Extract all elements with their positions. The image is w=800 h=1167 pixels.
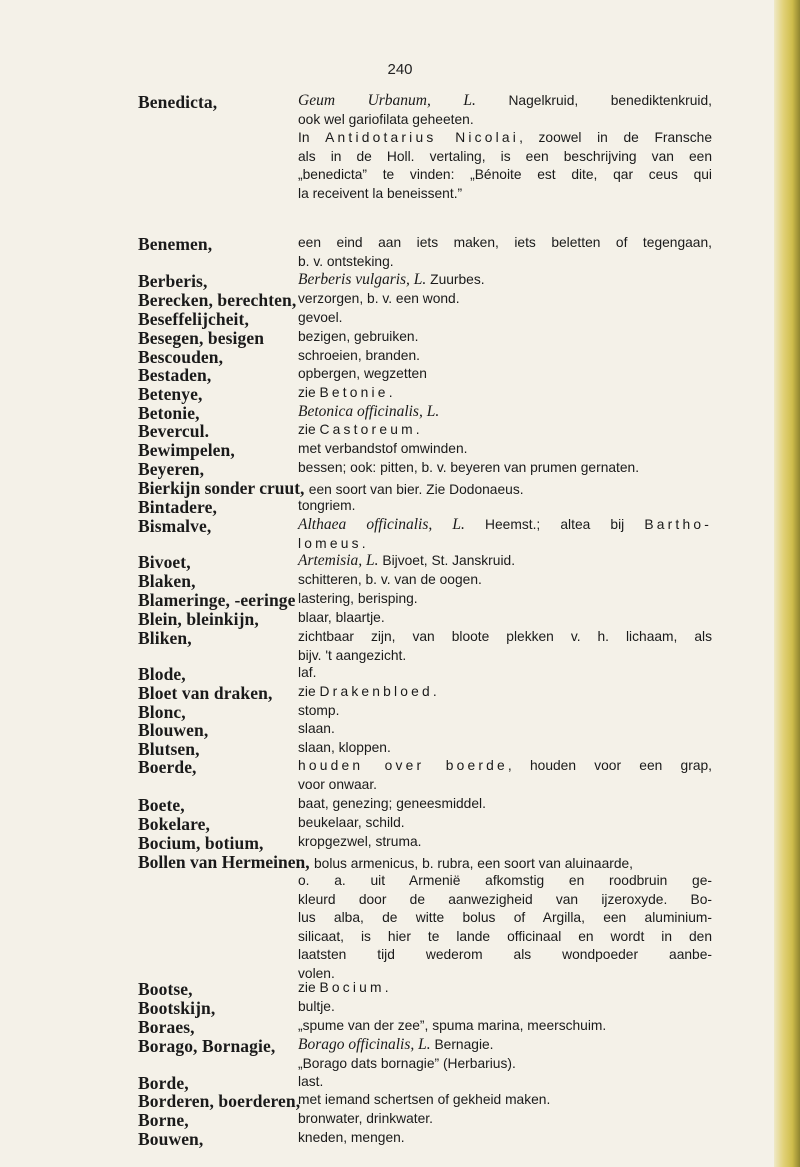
entry-definition: [298, 1091, 712, 1110]
definition-line: verzorgen, b. v. een wond.: [298, 291, 460, 306]
entry-term: Bevercul.: [138, 421, 210, 441]
definition-line: beukelaar, schild.: [298, 815, 405, 830]
entry-definition: [298, 814, 712, 833]
page-edge: [774, 0, 800, 1167]
entry-term: Besegen, besigen: [138, 328, 265, 348]
entry-term: Berecken, berechten,: [138, 290, 297, 310]
definition-line: „spume van der zee”, spuma marina, meerschuim.: [298, 1018, 607, 1033]
entry-definition: [298, 403, 712, 422]
entry-term: Blonc,: [138, 702, 186, 722]
definition-line: zie Castoreum.: [298, 422, 420, 437]
definition-line: o. a. uit Armenië afkomstig en roodbruin ge-: [298, 873, 712, 888]
entry-definition-continued: [298, 871, 712, 982]
entry-term: Bintadere,: [138, 497, 217, 517]
definition-line: zie Betonie.: [298, 385, 393, 400]
entry-term: Berberis,: [138, 271, 208, 291]
entry-definition: [298, 739, 712, 758]
entry-term: Benemen,: [138, 234, 213, 254]
entry-definition: [298, 328, 712, 347]
entry-definition: [298, 720, 712, 739]
entry-definition: [298, 497, 712, 516]
definition-line: kropgezwel, struma.: [298, 834, 422, 849]
entry-definition: [298, 421, 712, 440]
definition-line: bessen; ook: pitten, b. v. beyeren van prumen gernaten.: [298, 460, 640, 475]
entry-definition: [298, 234, 712, 271]
entry-term: Blouwen,: [138, 720, 209, 740]
definition-line: last.: [298, 1074, 324, 1089]
entry-term: Betenye,: [138, 384, 203, 404]
definition-line: bultje.: [298, 999, 335, 1014]
entry-definition: [298, 347, 712, 366]
entry-definition: [298, 1110, 712, 1129]
entry-term: Blameringe, -eeringe: [138, 590, 296, 610]
entry-definition: [298, 1129, 712, 1148]
definition-line: Borago officinalis, L. Bernagie.: [298, 1036, 494, 1053]
entry-term: Bootse,: [138, 979, 193, 999]
definition-line: laatsten tijd wederom als wondpoeder aanbe-: [298, 947, 712, 962]
entry-definition: [298, 998, 712, 1017]
definition-line: houden over boerde, houden voor een grap,: [298, 758, 713, 773]
definition-line: zie Drakenbloed.: [298, 684, 437, 699]
entry-term: Blutsen,: [138, 739, 200, 759]
definition-line: Althaea officinalis, L. Heemst.; altea bij Bartho-: [298, 516, 712, 533]
entry-definition: [298, 702, 712, 721]
entry-term: Bierkijn sonder cruut,: [138, 478, 309, 498]
definition-line: voor onwaar.: [298, 776, 377, 792]
entry-term: Boete,: [138, 795, 185, 815]
entry-definition: [298, 571, 712, 590]
entry-definition: [298, 833, 712, 852]
entry-term: Bloet van draken,: [138, 683, 273, 703]
definition-line: lus alba, de witte bolus of Argilla, een aluminium-: [298, 910, 712, 925]
entry-term: Bollen van Hermeinen,: [138, 852, 314, 872]
entry-definition: [298, 683, 712, 702]
entry-term: Bocium, botium,: [138, 833, 264, 853]
entry-definition: [298, 1036, 712, 1073]
entry-term: Beyeren,: [138, 459, 205, 479]
definition-line: opbergen, wegzetten: [298, 366, 427, 381]
entry-definition: [298, 309, 712, 328]
entry-definition: [298, 757, 712, 794]
definition-line: met verbandstof omwinden.: [298, 441, 468, 456]
entry-definition: [298, 590, 712, 609]
definition-line: „benedicta” te vinden: „Bénoite est dite, qar ceus qui: [298, 167, 712, 182]
entry-term: Bismalve,: [138, 516, 212, 536]
entry-headline: [138, 852, 633, 873]
definition-line: Geum Urbanum, L. Nagelkruid, benediktenkruid,: [298, 92, 713, 109]
definition-line: kneden, mengen.: [298, 1130, 405, 1145]
entry-definition: [298, 1073, 712, 1092]
definition-line: stomp.: [298, 703, 340, 718]
definition-line: blaar, blaartje.: [298, 610, 385, 625]
definition-line: schitteren, b. v. van de oogen.: [298, 572, 482, 587]
entry-definition: [298, 1017, 712, 1036]
definition-line: met iemand schertsen of gekheid maken.: [298, 1092, 551, 1107]
entry-term: Bliken,: [138, 628, 192, 648]
definition-line: kleurd door de aanwezigheid van ijzeroxyde. Bo-: [298, 891, 712, 907]
entry-term: Bootskijn,: [138, 998, 216, 1018]
definition-line: In Antidotarius Nicolai, zoowel in de Fransche: [298, 130, 712, 145]
entry-term: Blode,: [138, 664, 186, 684]
definition-line: la receivent la beneissent.”: [298, 185, 463, 201]
entry-definition: [298, 795, 712, 814]
entry-term: Bewimpelen,: [138, 440, 235, 460]
definition-line: Berberis vulgaris, L. Zuurbes.: [298, 271, 485, 288]
entry-term: Bescouden,: [138, 347, 224, 367]
entry-term: Boraes,: [138, 1017, 195, 1037]
entry-definition: [298, 628, 712, 665]
definition-line: tongriem.: [298, 498, 356, 513]
entry-term: Borderen, boerderen,: [138, 1091, 301, 1111]
definition-line: zie Bocium.: [298, 980, 389, 995]
entry-definition: [298, 440, 712, 459]
definition-line: lastering, berisping.: [298, 591, 418, 606]
definition-line: b. v. ontsteking.: [298, 253, 394, 269]
entry-definition: [298, 290, 712, 309]
definition-line: slaan.: [298, 721, 335, 736]
entry-term: Borde,: [138, 1073, 189, 1093]
entry-definition: [298, 979, 712, 998]
definition-line: als in de Holl. vertaling, is een beschrijving van een: [298, 148, 712, 164]
entry-definition: bolus armenicus, b. rubra, een soort van aluinaarde,: [313, 856, 634, 871]
definition-line: gevoel.: [298, 310, 343, 325]
definition-line: baat, genezing; geneesmiddel.: [298, 796, 486, 811]
entry-definition: [298, 552, 712, 571]
entry-definition: [298, 384, 712, 403]
entry-term: Beseffelijcheit,: [138, 309, 249, 329]
definition-line: zichtbaar zijn, van bloote plekken v. h. lichaam, als: [298, 629, 712, 644]
definition-line: Betonica officinalis, L.: [298, 403, 440, 420]
entry-definition: [298, 664, 712, 683]
entry-definition: [298, 271, 712, 290]
entry-term: Boerde,: [138, 757, 197, 777]
entry-term: Bokelare,: [138, 814, 211, 834]
entry-term: Borago, Bornagie,: [138, 1036, 276, 1056]
definition-line: een eind aan iets maken, iets beletten of tegengaan,: [298, 235, 712, 250]
entry-term: Borne,: [138, 1110, 189, 1130]
entry-term: Blein, bleinkijn,: [138, 609, 259, 629]
entry-definition: [298, 92, 712, 203]
entry-term: Betonie,: [138, 403, 200, 423]
entry-term: Bivoet,: [138, 552, 191, 572]
entry-definition: [298, 459, 712, 478]
definition-line: ook wel gariofilata geheeten.: [298, 111, 474, 127]
entry-term: Blaken,: [138, 571, 196, 591]
definition-line: bezigen, gebruiken.: [298, 329, 419, 344]
definition-line: „Borago dats bornagie” (Herbarius).: [298, 1055, 516, 1071]
entry-definition: [298, 365, 712, 384]
entry-term: Benedicta,: [138, 92, 218, 112]
entry-term: Bestaden,: [138, 365, 212, 385]
definition-line: schroeien, branden.: [298, 348, 420, 363]
entry-definition: [298, 609, 712, 628]
definition-line: bronwater, drinkwater.: [298, 1111, 433, 1126]
definition-line: volen.: [298, 965, 335, 981]
page-number: 240: [387, 61, 413, 78]
definition-line: lomeus.: [298, 535, 366, 551]
definition-line: bijv. 't aangezicht.: [298, 647, 407, 663]
definition-line: Artemisia, L. Bijvoet, St. Janskruid.: [298, 552, 516, 569]
entry-definition: een soort van bier. Zie Dodonaeus.: [308, 482, 524, 497]
entry-definition: [298, 516, 712, 553]
definition-line: laf.: [298, 665, 317, 680]
entry-term: Bouwen,: [138, 1129, 204, 1149]
definition-line: silicaat, is hier te lande officinaal en wordt in den: [298, 928, 712, 944]
definition-line: slaan, kloppen.: [298, 740, 391, 755]
entry-headline: [138, 478, 524, 499]
